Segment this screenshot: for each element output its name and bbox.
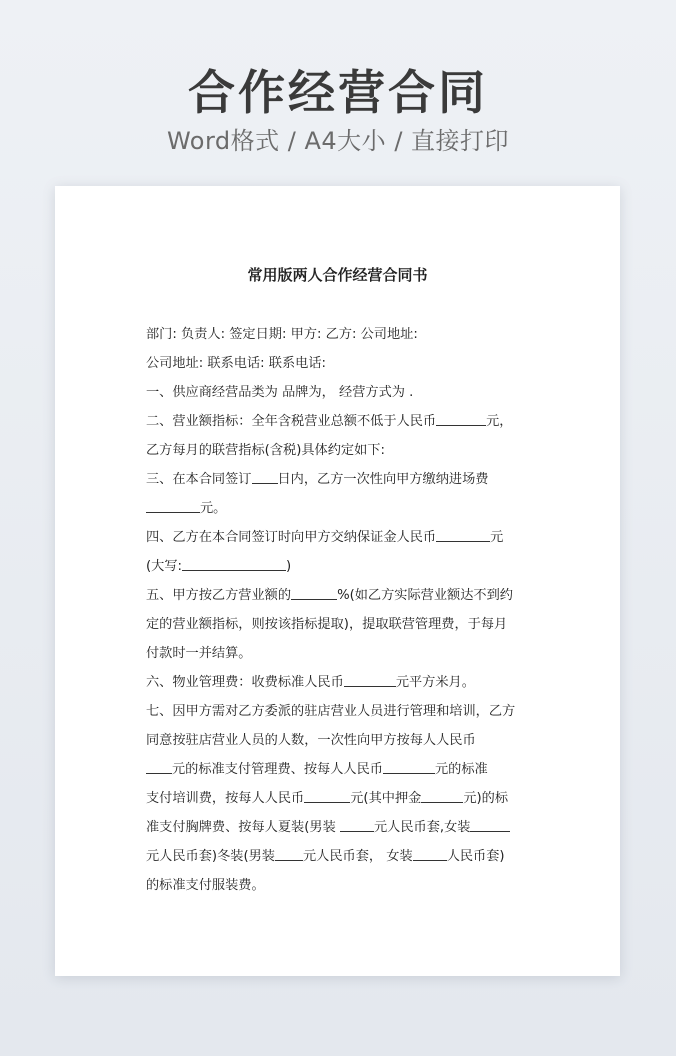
blank-field[interactable] xyxy=(275,845,303,861)
clause-6: 六、物业管理费：收费标准人民币 元平方米月。 xyxy=(146,668,534,697)
blank-field[interactable] xyxy=(304,787,350,803)
blank-field[interactable] xyxy=(383,758,435,774)
blank-field[interactable] xyxy=(436,526,490,542)
clause-7: 七、因甲方需对乙方委派的驻店营业人员进行管理和培训，乙方 xyxy=(146,704,516,719)
clause-5-end: 付款时一并结算。 xyxy=(146,646,252,661)
blank-field[interactable] xyxy=(182,555,286,571)
clause-7-end: 的标准支付服装费。 xyxy=(146,878,265,893)
clause-2: 二、营业额指标：全年含税营业总额不低于人民币 元， xyxy=(146,407,534,436)
page-header xyxy=(0,62,676,158)
document-page xyxy=(55,186,620,976)
clause-3: 三、在本合同签订 日内，乙方一次性向甲方缴纳进场费 xyxy=(146,465,534,494)
page-subtitle: Word格式 / A4大小 / 直接打印 xyxy=(166,127,510,155)
blank-field[interactable] xyxy=(146,758,172,774)
blank-field[interactable] xyxy=(436,410,486,426)
blank-field[interactable] xyxy=(291,584,337,600)
blank-field[interactable] xyxy=(470,816,510,832)
clause-2-cont: 乙方每月的联营指标(含税)具体约定如下: xyxy=(146,443,385,458)
blank-field[interactable] xyxy=(344,671,396,687)
clause-4: 四、乙方在本合同签订时向甲方交纳保证金人民币 元 xyxy=(146,523,534,552)
clause-5: 五、甲方按乙方营业额的 %(如乙方实际营业额达不到约 xyxy=(146,581,534,610)
line-contact-fields: 公司地址: 联系电话: 联系电话: xyxy=(146,356,326,371)
blank-field[interactable] xyxy=(252,468,278,484)
clause-7-cont-2: 元的标准支付管理费、按每人人民币 元的标准 xyxy=(146,755,534,784)
blank-field[interactable] xyxy=(340,816,374,832)
clause-5-cont: 定的营业额指标，则按该指标提取)，提取联营管理费，于每月 xyxy=(146,617,508,632)
clause-7-cont-4: 准支付胸牌费、按每人夏装(男装 元人民币套,女装 xyxy=(146,813,534,842)
clause-7-cont-1: 同意按驻店营业人员的人数，一次性向甲方按每人人民币 xyxy=(146,733,476,748)
clause-3-cont: 元。 xyxy=(146,494,534,523)
document-title: 常用版两人合作经营合同书 xyxy=(247,266,428,284)
blank-field[interactable] xyxy=(413,845,447,861)
clause-7-cont-5: 元人民币套)冬装(男装 元人民币套， 女装 人民币套) xyxy=(146,842,534,871)
clause-4-cont: (大写: ) xyxy=(146,552,534,581)
page-title: 合作经营合同 xyxy=(188,66,488,121)
blank-field[interactable] xyxy=(146,497,200,513)
line-header-fields: 部门: 负责人: 签定日期: 甲方: 乙方: 公司地址: xyxy=(146,327,418,342)
document-body xyxy=(146,320,534,900)
clause-7-cont-3: 支付培训费，按每人人民币 元(其中押金 元)的标 xyxy=(146,784,534,813)
clause-1: 一、供应商经营品类为 品牌为， 经营方式为 . xyxy=(146,385,414,400)
blank-field[interactable] xyxy=(421,787,463,803)
